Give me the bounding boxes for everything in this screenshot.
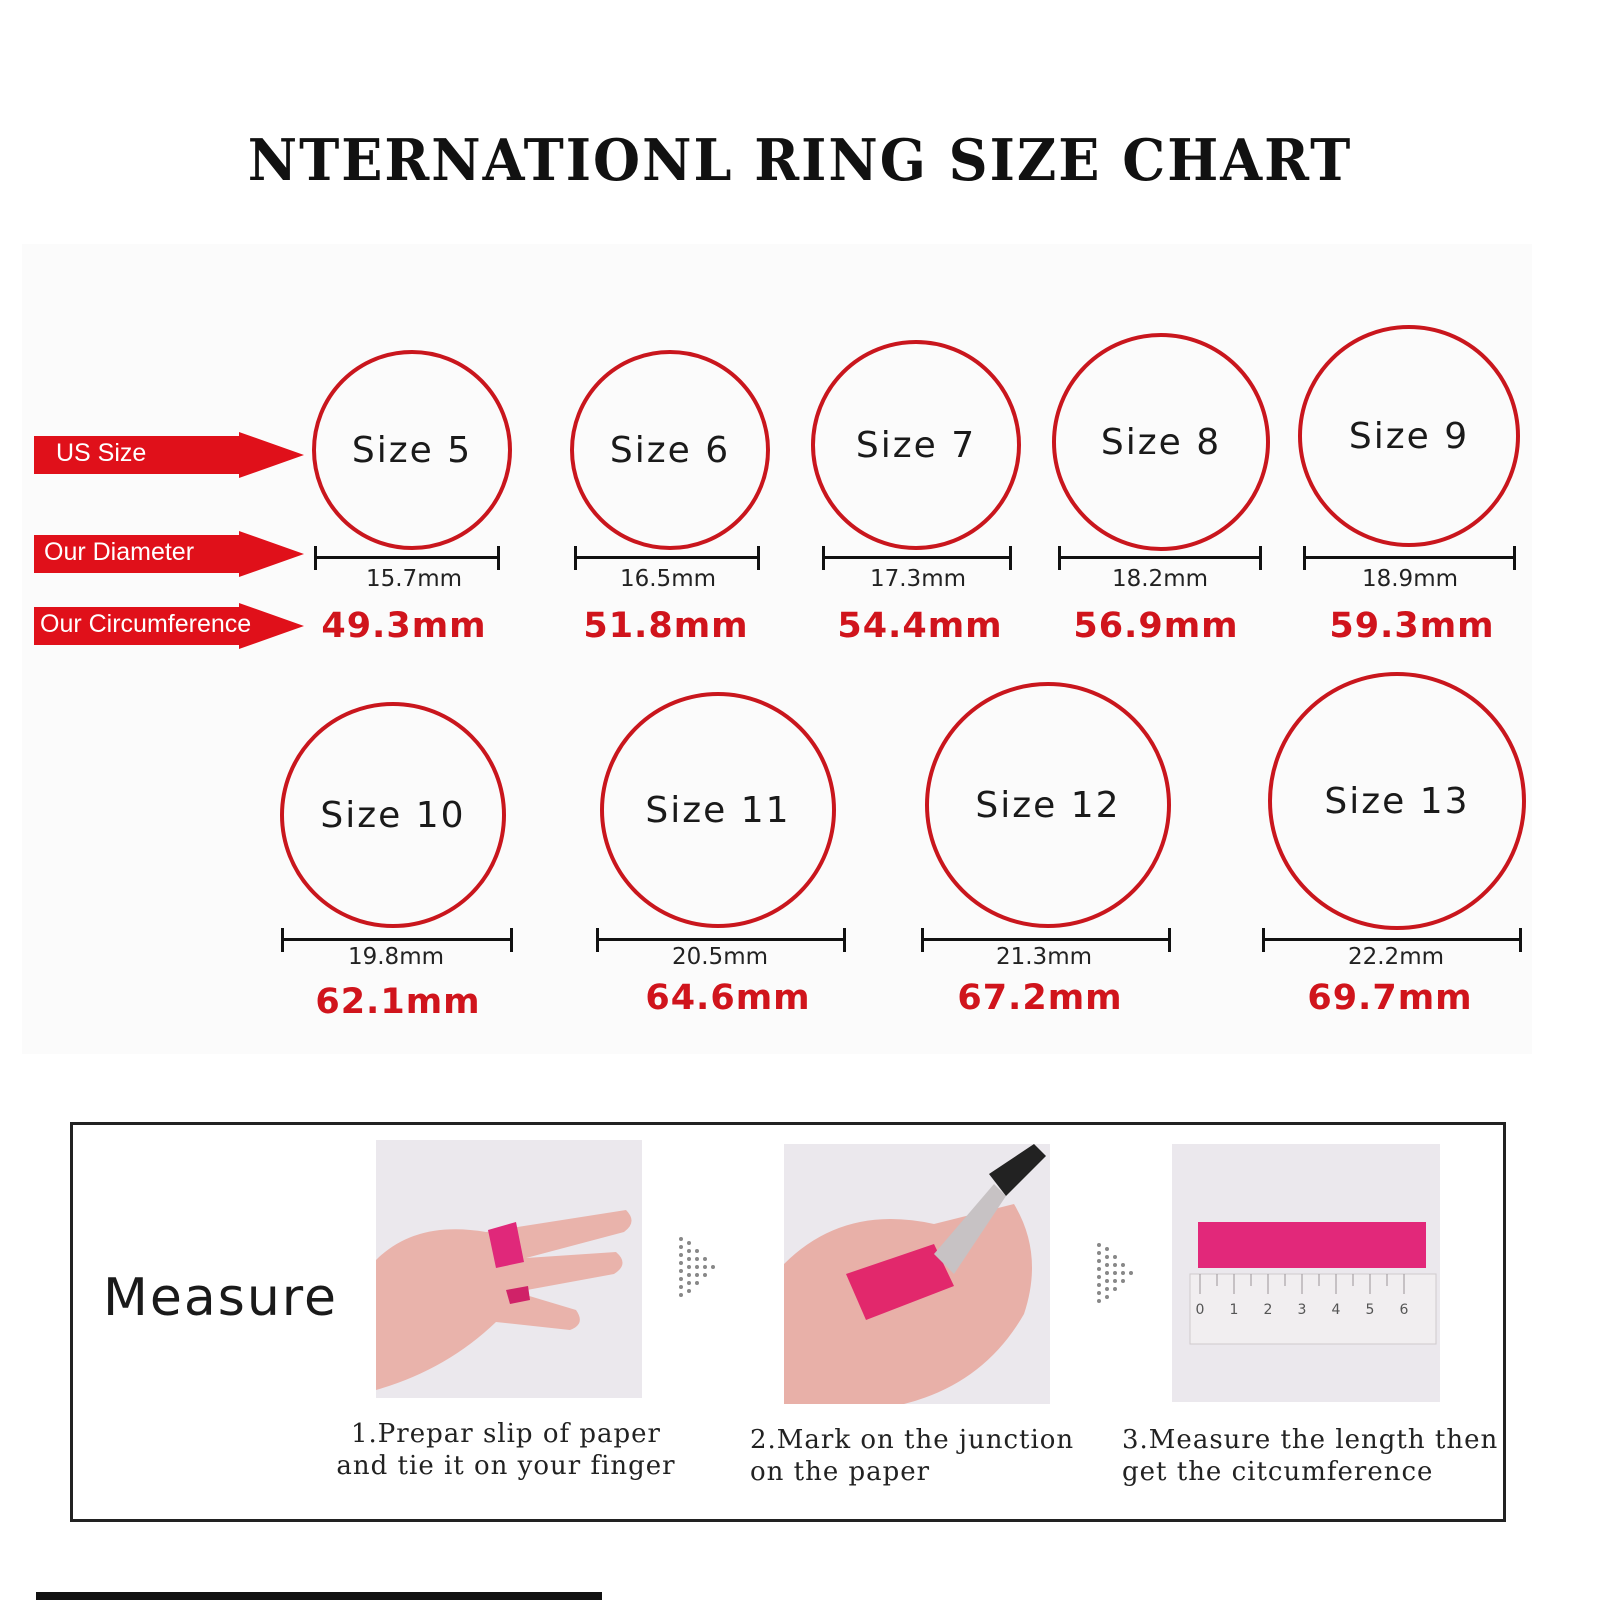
diameter-value: 21.3mm [995,944,1093,970]
ring-label: Size 9 [1348,415,1470,457]
ring-size-10 [280,702,506,928]
step-1-line-1: 1.Prepar slip of paper [351,1419,661,1449]
step-3-image [1172,1144,1440,1402]
dotted-arrow-icon [1096,1242,1136,1304]
diameter-indicator [822,546,1012,568]
hand-pen-marking-icon [784,1144,1050,1404]
our-diameter-tag [34,531,304,571]
diameter-indicator [574,546,760,568]
our-circumference-tag [34,603,304,643]
ring-size-6 [570,350,770,550]
ring-label: Size 11 [645,789,791,831]
page-title: NTERNATIONL RING SIZE CHART [247,126,1353,194]
our-diameter-label: Our Diameter [44,538,195,566]
ring-size-11 [600,692,836,928]
ring-size-12 [925,682,1171,928]
bottom-divider [36,1592,602,1600]
ring-size-9 [1298,325,1520,547]
circumference-value: 54.4mm [837,606,1003,646]
diameter-value: 19.8mm [347,944,445,970]
circumference-value: 64.6mm [645,978,811,1018]
diameter-value: 17.3mm [869,566,967,592]
ring-size-7 [811,340,1021,550]
ring-size-13 [1268,672,1526,930]
ruler-tick-label: 6 [1399,1302,1409,1318]
circumference-value: 67.2mm [957,978,1123,1018]
circumference-value: 69.7mm [1307,978,1473,1018]
step-2-line-1: 2.Mark on the junction [750,1425,1075,1455]
dotted-arrow-icon [678,1236,718,1298]
ring-label: Size 13 [1324,780,1470,822]
step-3-line-2: get the citcumference [1122,1457,1434,1487]
ruler-tick-label: 5 [1365,1302,1375,1318]
diameter-indicator [1303,546,1516,568]
ring-size-8 [1052,333,1270,551]
measure-heading: Measure [103,1268,338,1328]
ring-label: Size 5 [351,429,473,471]
circumference-value: 56.9mm [1073,606,1239,646]
circumference-value: 51.8mm [583,606,749,646]
our-circumference-label: Our Circumference [40,610,252,638]
step-1-line-2: and tie it on your finger [336,1451,676,1481]
step-3-line-1: 3.Measure the length then [1122,1425,1499,1455]
ring-size-5 [312,350,512,550]
ruler-tick-label: 2 [1263,1302,1273,1318]
ring-label: Size 6 [609,429,731,471]
ruler-tick-label: 3 [1297,1302,1307,1318]
step-3-caption [1122,1424,1498,1488]
diameter-value: 16.5mm [619,566,717,592]
ring-label: Size 12 [975,784,1121,826]
diameter-value: 15.7mm [365,566,463,592]
ring-label: Size 7 [855,424,977,466]
ruler-tick-label: 1 [1229,1302,1239,1318]
hand-paper-strip-icon [376,1140,642,1398]
diameter-value: 22.2mm [1347,944,1445,970]
diameter-indicator [1058,546,1262,568]
step-1-caption [334,1418,678,1482]
circumference-value: 62.1mm [315,982,481,1022]
ring-label: Size 8 [1100,421,1222,463]
paper-on-ruler-icon [1172,1144,1440,1402]
circumference-value: 49.3mm [321,606,487,646]
step-2-line-2: on the paper [750,1457,931,1487]
diameter-value: 18.2mm [1111,566,1209,592]
diameter-indicator [314,546,500,568]
ring-label: Size 10 [320,794,466,836]
ruler-tick-label: 4 [1331,1302,1341,1318]
diameter-value: 20.5mm [671,944,769,970]
step-1-image [376,1140,642,1398]
step-2-image [784,1144,1050,1404]
circumference-value: 59.3mm [1329,606,1495,646]
us-size-label: US Size [56,439,147,467]
diameter-value: 18.9mm [1361,566,1459,592]
us-size-tag [34,432,304,472]
step-2-caption [750,1424,1074,1488]
ruler-tick-label: 0 [1195,1302,1205,1318]
